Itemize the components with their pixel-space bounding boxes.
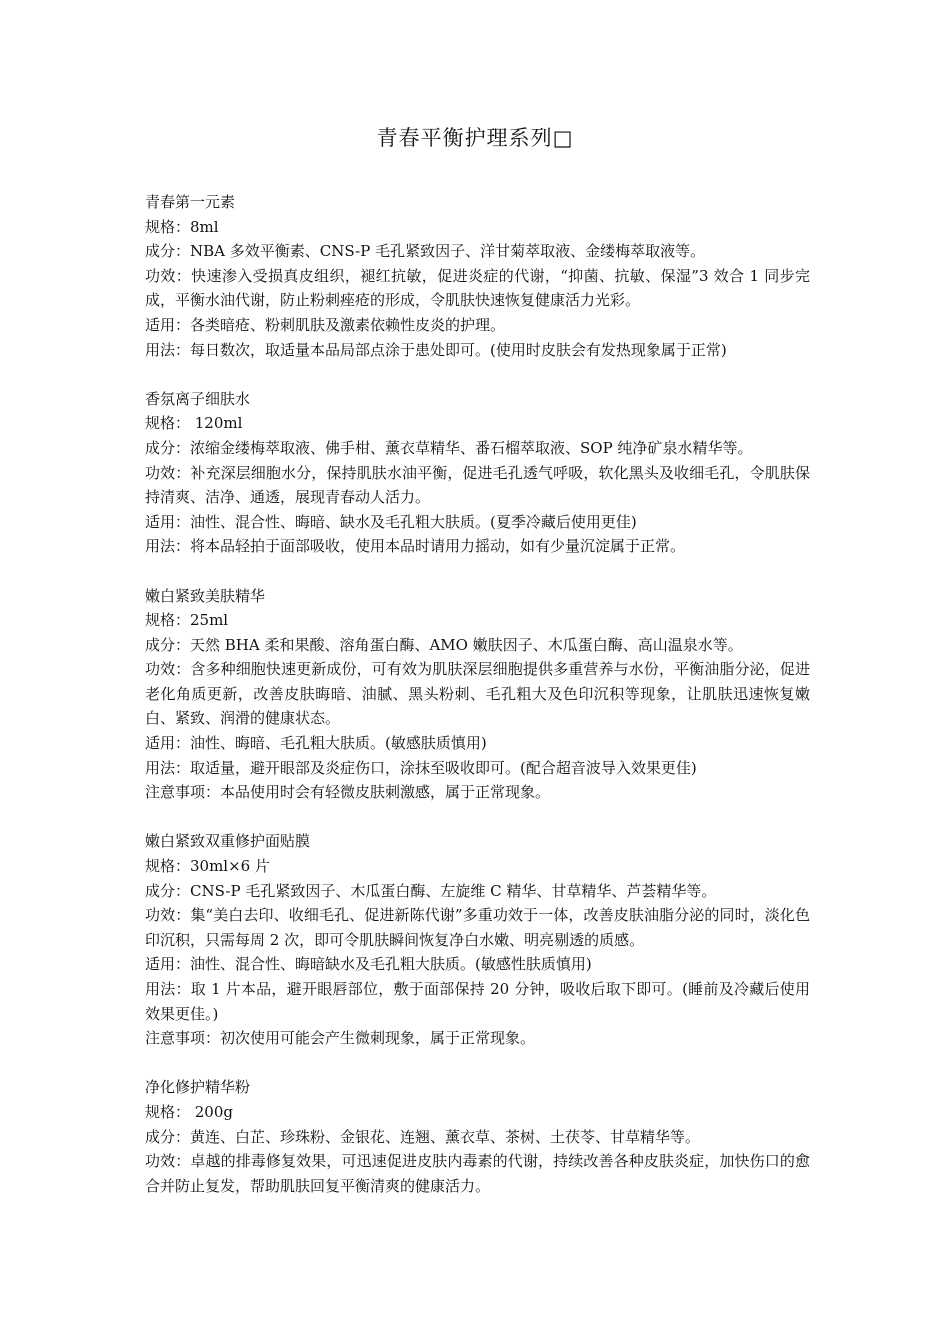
product-spec: 规格：8ml — [145, 217, 219, 236]
product-spec: 规格：25ml — [145, 611, 229, 630]
product-ingredients: 成分：黄连、白芷、珍珠粉、金银花、连翘、薰衣草、茶树、土茯苓、甘草精华等。 — [145, 1127, 701, 1146]
product-suitable: 适用：油性、混合性、晦暗、缺水及毛孔粗大肤质。(夏季冷藏后使用更佳) — [145, 512, 637, 531]
product-effects: 功效：补充深层细胞水分，保持肌肤水油平衡，促进毛孔透气呼吸，软化黑头及收细毛孔，令肌肤保持清爽、洁净、通透，展现青春动人活力。 — [145, 463, 810, 507]
product-ingredients: 成分：浓缩金缕梅萃取液、佛手柑、薰衣草精华、番石榴萃取液、SOP 纯净矿泉水精华等。 — [145, 438, 753, 457]
product-notes: 注意事项：初次使用可能会产生微刺现象，属于正常现象。 — [145, 1029, 536, 1048]
product-effects: 功效：含多种细胞快速更新成份，可有效为肌肤深层细胞提供多重营养与水份，平衡油脂分泌，促进老化角质更新，改善皮肤晦暗、油腻、黑头粉刺、毛孔粗大及色印沉积等现象，让肌肤迅速恢复嫩白、紧致、润滑的健康状态。 — [145, 660, 810, 728]
product-spec: 规格： 200g — [145, 1102, 234, 1121]
product-effects: 功效：集“美白去印、收细毛孔、促进新陈代谢”多重功效于一体，改善皮肤油脂分泌的同时，淡化色印沉积，只需每周 2 次，即可令肌肤瞬间恢复净白水嫩、明亮剔透的质感。 — [145, 906, 810, 949]
product-usage: 用法：每日数次，取适量本品局部点涂于患处即可。(使用时皮肤会有发热现象属于正常) — [145, 340, 727, 359]
document-title — [0, 124, 950, 152]
product-usage: 用法：取适量，避开眼部及炎症伤口，涂抹至吸收即可。(配合超音波导入效果更佳) — [145, 758, 697, 777]
product-section-5 — [145, 1075, 810, 1198]
product-section-3 — [145, 584, 810, 805]
product-name: 嫩白紧致双重修护面贴膜 — [145, 832, 311, 851]
product-effects: 功效：卓越的排毒修复效果，可迅速促进皮肤内毒素的代谢，持续改善各种皮肤炎症，加快伤口的愈合并防止复发，帮助肌肤回复平衡清爽的健康活力。 — [145, 1152, 810, 1195]
product-ingredients: 成分：CNS-P 毛孔紧致因子、木瓜蛋白酶、左旋维 C 精华、甘草精华、芦荟精华等。 — [145, 881, 717, 900]
product-effects: 功效：快速渗入受损真皮组织，褪红抗敏，促进炎症的代谢，“抑菌、抗敏、保湿”3 效合 1 同步完成，平衡水油代谢，防止粉刺痤疮的形成，令肌肤快速恢复健康活力光彩。 — [145, 266, 810, 310]
title-missing-glyph: □ — [552, 126, 574, 150]
document-body — [145, 190, 810, 1223]
product-name: 嫩白紧致美肤精华 — [145, 586, 266, 605]
product-suitable: 适用：油性、晦暗、毛孔粗大肤质。(敏感肤质慎用) — [145, 734, 487, 753]
product-notes: 注意事项：本品使用时会有轻微皮肤刺激感，属于正常现象。 — [145, 783, 551, 802]
product-suitable: 适用：油性、混合性、晦暗缺水及毛孔粗大肤质。(敏感性肤质慎用) — [145, 955, 592, 974]
product-ingredients: 成分：NBA 多效平衡素、CNS-P 毛孔紧致因子、洋甘菊萃取液、金缕梅萃取液等。 — [145, 242, 706, 261]
product-section-4 — [145, 829, 810, 1050]
product-spec: 规格：30ml×6 片 — [145, 857, 270, 876]
product-section-1 — [145, 190, 810, 362]
document-title-text: 青春平衡护理系列 — [376, 126, 553, 150]
product-name: 青春第一元素 — [145, 193, 236, 211]
product-name: 净化修护精华粉 — [145, 1078, 251, 1097]
product-usage: 用法：将本品轻拍于面部吸收，使用本品时请用力摇动，如有少量沉淀属于正常。 — [145, 537, 686, 556]
product-name: 香氛离子细肤水 — [145, 389, 251, 408]
product-usage: 用法：取 1 片本品，避开眼唇部位，敷于面部保持 20 分钟，吸收后取下即可。(睡前及冷藏后使用效果更佳。) — [145, 980, 810, 1023]
product-section-2 — [145, 387, 810, 559]
product-suitable: 适用：各类暗疮、粉刺肌肤及激素依赖性皮炎的护理。 — [145, 315, 506, 334]
product-ingredients: 成分：天然 BHA 柔和果酸、溶角蛋白酶、AMO 嫩肤因子、木瓜蛋白酶、高山温泉水等。 — [145, 635, 743, 654]
product-spec: 规格： 120ml — [145, 414, 243, 433]
